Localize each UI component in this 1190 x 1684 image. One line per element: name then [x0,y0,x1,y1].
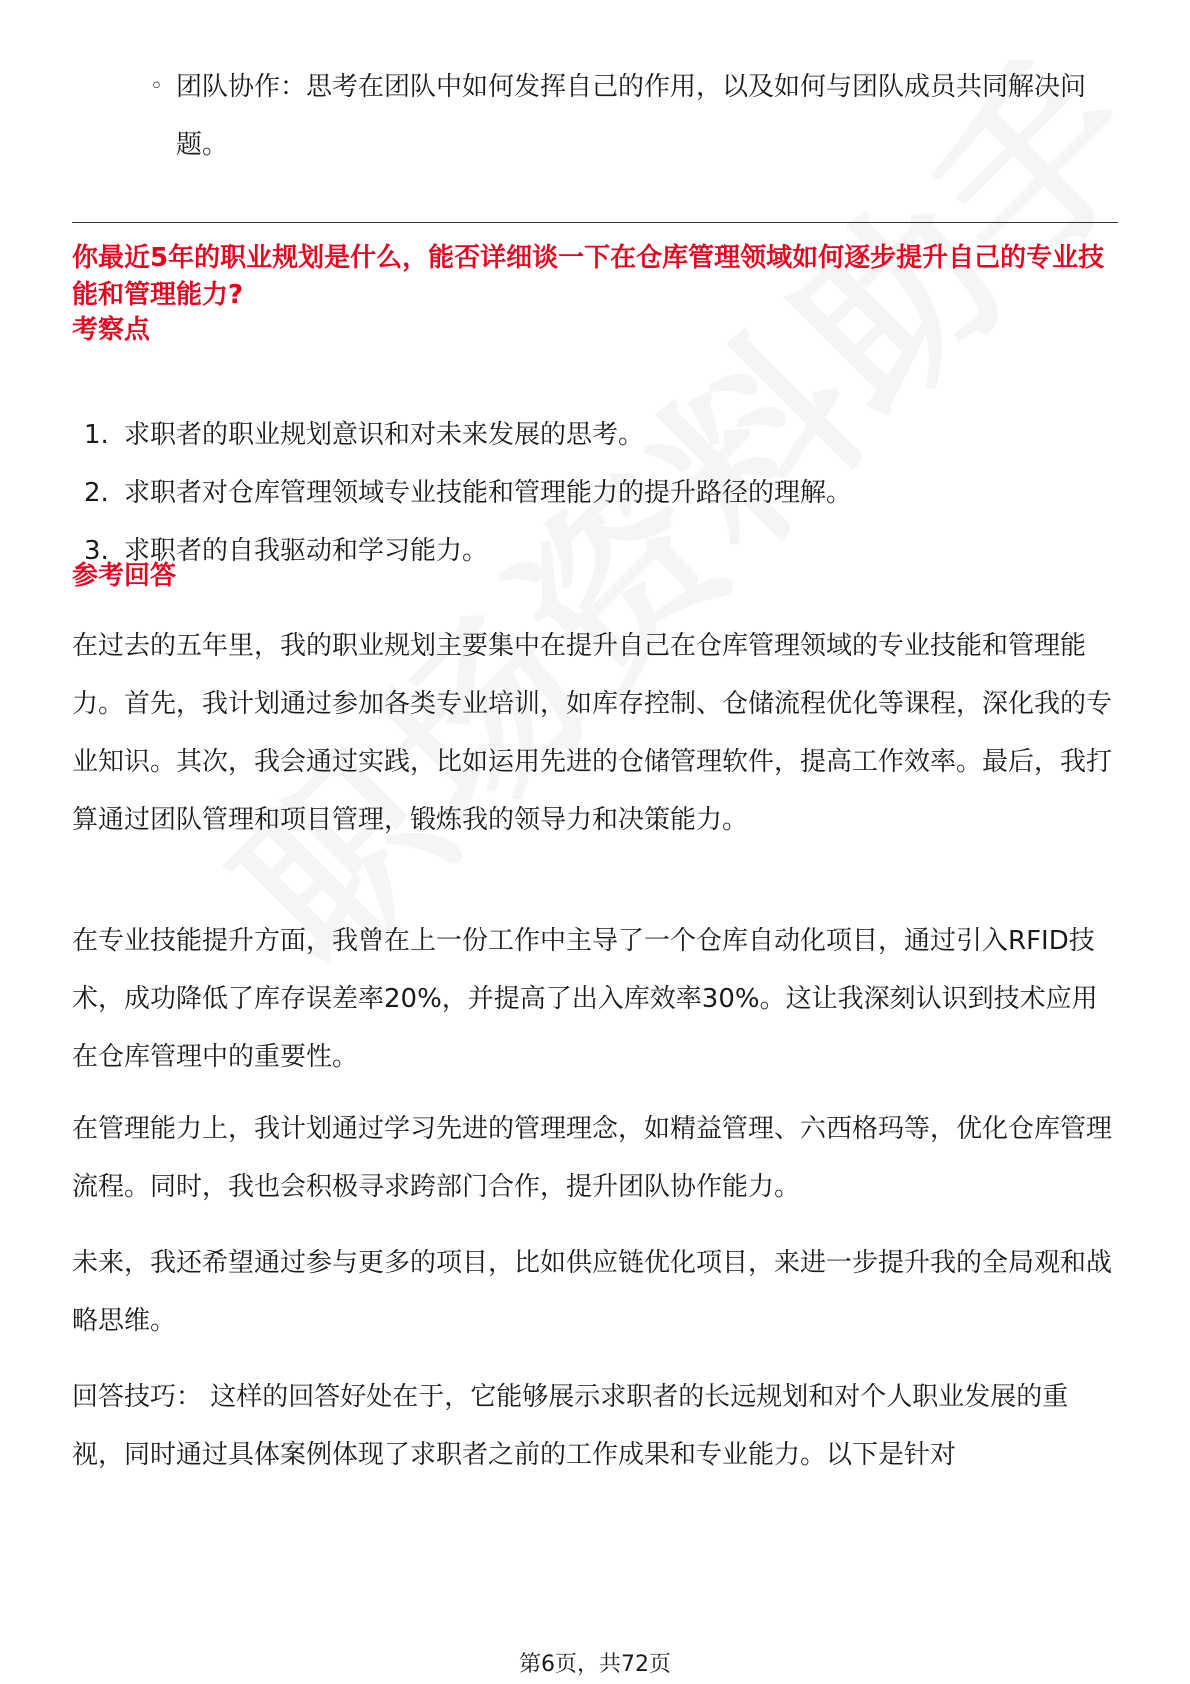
list-item-text: 求职者的职业规划意识和对未来发展的思考。 [124,420,645,450]
answer-tips-paragraph: 回答技巧： 这样的回答好处在于，它能够展示求职者的长远规划和对个人职业发展的重视，同时通过具体案例体现了求职者之前的工作成果和专业能力。以下是针对 [72,1382,1069,1470]
list-item-text: 求职者对仓库管理领域专业技能和管理能力的提升路径的理解。 [124,478,853,508]
hollow-bullet-icon: ◦ [150,74,163,99]
list-item [84,522,1104,580]
checkpoints-heading: 考察点 [72,315,151,345]
list-number: 3. [84,536,109,566]
bullet-text: 团队协作：思考在团队中如何发挥自己的作用，以及如何与团队成员共同解决问题。 [176,72,1087,160]
list-number: 2. [84,478,109,508]
answer-paragraph: 在过去的五年里，我的职业规划主要集中在提升自己在仓库管理领域的专业技能和管理能力。首先，我计划通过参加各类专业培训，如库存控制、仓储流程优化等课程，深化我的专业知识。其次，我会通过实践，比如运用先进的仓储管理软件，提高工作效率。最后，我打算通过团队管理和项目管理，锻炼我的领导力和决策能力。 [72,631,1113,835]
list-item [84,406,1104,464]
answer-paragraph: 在管理能力上，我计划通过学习先进的管理理念，如精益管理、六西格玛等，优化仓库管理流程。同时，我也会积极寻求跨部门合作，提升团队协作能力。 [72,1114,1113,1202]
bullet-item-teamwork [150,58,1110,174]
list-item [84,464,1104,522]
answer-paragraph: 未来，我还希望通过参与更多的项目，比如供应链优化项目，来进一步提升我的全局观和战略思维。 [72,1248,1113,1336]
section-divider [72,222,1118,223]
page-number: 第6页，共72页 [519,1652,671,1677]
answer-heading: 参考回答 [72,561,177,591]
checkpoints-list [84,406,1104,580]
answer-paragraph: 在专业技能提升方面，我曾在上一份工作中主导了一个仓库自动化项目，通过引入RFID技术，成功降低了库存误差率20%，并提高了出入库效率30%。这让我深刻认识到技术应用在仓库管理中的重要性。 [72,926,1098,1072]
list-item-text: 求职者的自我驱动和学习能力。 [124,536,489,566]
list-number: 1. [84,420,109,450]
question-heading: 你最近5年的职业规划是什么，能否详细谈一下在仓库管理领域如何逐步提升自己的专业技能和管理能力? [72,243,1105,310]
